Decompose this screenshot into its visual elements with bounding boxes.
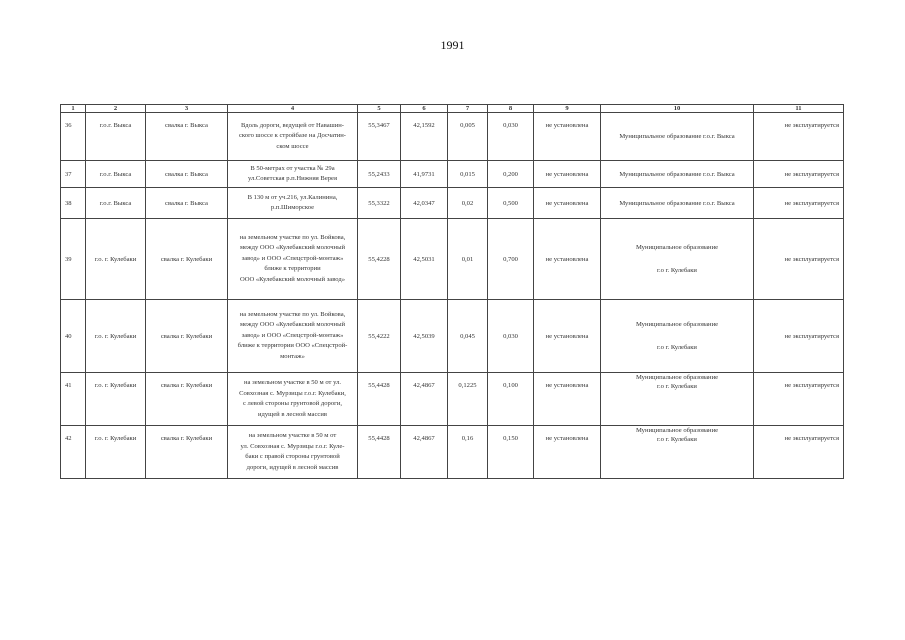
cell-site: свалка г. Выкса [146, 188, 228, 219]
cell-lat: 55,2433 [358, 161, 401, 188]
cell-line: Вдоль дороги, ведущей от Навашин- [241, 121, 344, 129]
cell-zone: не установлена [534, 113, 601, 161]
cell-status: не эксплуатируется [754, 300, 844, 373]
cell-zone: не установлена [534, 219, 601, 300]
cell-lon: 42,5039 [401, 300, 448, 373]
cell-site: свалка г. Выкса [146, 161, 228, 188]
cell-owner [601, 161, 754, 188]
table-row [61, 426, 844, 479]
cell-loc [228, 300, 358, 373]
cell-line: г.о г. Кулебаки [657, 267, 697, 274]
cell-site: свалка г. Кулебаки [146, 426, 228, 479]
cell-line: завод» и ООО «Спецстрой-монтаж» [241, 331, 344, 339]
cell-lat: 55,3467 [358, 113, 401, 161]
column-header: 7 [448, 105, 488, 113]
cell-lat: 55,4222 [358, 300, 401, 373]
cell-area: 0,01 [448, 219, 488, 300]
cell-line: на земельном участке по ул. Войкова, [239, 310, 346, 318]
cell-loc [228, 161, 358, 188]
cell-line: Муниципальное образование г.о.г. Выкса [619, 170, 735, 178]
cell-site: свалка г. Выкса [146, 113, 228, 161]
column-header: 4 [228, 105, 358, 113]
cell-loc [228, 426, 358, 479]
cell-lon: 42,4867 [401, 426, 448, 479]
cell-line: В 50-метрах от участка № 29а [250, 164, 335, 172]
table-row [61, 161, 844, 188]
column-header: 5 [358, 105, 401, 113]
cell-n: 40 [61, 300, 86, 373]
table-row [61, 373, 844, 426]
cell-area: 0,16 [448, 426, 488, 479]
cell-lat: 55,4228 [358, 219, 401, 300]
cell-owner [601, 426, 754, 479]
table-row [61, 219, 844, 300]
cell-lat: 55,4428 [358, 373, 401, 426]
cell-line: Муниципальное образование [635, 374, 719, 381]
column-header: 2 [86, 105, 146, 113]
cell-status: не эксплуатируется [754, 188, 844, 219]
cell-n: 41 [61, 373, 86, 426]
cell-status: не эксплуатируется [754, 426, 844, 479]
cell-line: г.о г. Кулебаки [657, 383, 697, 390]
cell-line: ул.Советская р.п.Нижняя Верея [247, 175, 338, 182]
cell-line: ООО «Кулебакский молочный завод» [239, 275, 346, 283]
cell-n: 42 [61, 426, 86, 479]
cell-vol: 0,030 [488, 300, 534, 373]
table-row [61, 113, 844, 161]
cell-line: на земельном участке по ул. Войкова, [239, 233, 346, 241]
cell-owner [601, 300, 754, 373]
cell-line: Муниципальное образование г.о.г. Выкса [619, 133, 735, 140]
cell-line: Муниципальное образование г.о.г. Выкса [619, 199, 735, 207]
cell-line: между ООО «Кулебакский молочный [239, 244, 346, 252]
cell-line: на земельном участке в 50 м от [248, 432, 337, 439]
cell-line: Муниципальное образование [635, 244, 719, 251]
cell-line: р.п.Шиморское [270, 204, 315, 211]
cell-zone: не установлена [534, 373, 601, 426]
cell-city: г.о. г. Кулебаки [86, 373, 146, 426]
cell-lon: 42,0347 [401, 188, 448, 219]
cell-line: г.о г. Кулебаки [657, 436, 697, 443]
cell-owner [601, 113, 754, 161]
cell-line: ского шоссе к стройбазе на Досчатин- [238, 132, 346, 140]
cell-loc [228, 113, 358, 161]
cell-line: Муниципальное образование [635, 427, 719, 434]
cell-lat: 55,4428 [358, 426, 401, 479]
cell-line: на земельном участке в 50 м от ул. [243, 379, 342, 386]
table-row [61, 300, 844, 373]
cell-line: ском шоссе [276, 142, 309, 150]
cell-zone: не установлена [534, 426, 601, 479]
cell-site: свалка г. Кулебаки [146, 219, 228, 300]
cell-n: 39 [61, 219, 86, 300]
cell-city: г.о. г. Кулебаки [86, 300, 146, 373]
column-header: 6 [401, 105, 448, 113]
cell-loc [228, 188, 358, 219]
cell-status: не эксплуатируется [754, 373, 844, 426]
cell-line: монтаж» [280, 352, 305, 360]
cell-city: г.о.г. Выкса [86, 188, 146, 219]
cell-owner [601, 373, 754, 426]
cell-lat: 55,3322 [358, 188, 401, 219]
cell-lon: 42,4867 [401, 373, 448, 426]
cell-status: не эксплуатируется [754, 113, 844, 161]
cell-area: 0,045 [448, 300, 488, 373]
cell-site: свалка г. Кулебаки [146, 373, 228, 426]
cell-city: г.о. г. Кулебаки [86, 426, 146, 479]
cell-city: г.о.г. Выкса [86, 161, 146, 188]
cell-vol: 0,150 [488, 426, 534, 479]
cell-vol: 0,030 [488, 113, 534, 161]
cell-line: завод» и ООО «Спецстрой-монтаж» [241, 254, 344, 262]
cell-vol: 0,100 [488, 373, 534, 426]
cell-site: свалка г. Кулебаки [146, 300, 228, 373]
cell-line: дороги, идущей в лесной массив [246, 463, 339, 471]
column-header: 9 [534, 105, 601, 113]
page-number: 1991 [440, 38, 465, 52]
cell-vol: 0,700 [488, 219, 534, 300]
cell-n: 38 [61, 188, 86, 219]
cell-vol: 0,500 [488, 188, 534, 219]
landfill-table [60, 104, 844, 479]
cell-line: идущей в лесной массив [258, 410, 327, 418]
cell-area: 0,005 [448, 113, 488, 161]
cell-owner [601, 188, 754, 219]
cell-city: г.о.г. Выкса [86, 113, 146, 161]
column-header: 1 [61, 105, 86, 113]
cell-line: Муниципальное образование [635, 321, 719, 328]
column-header: 3 [146, 105, 228, 113]
cell-status: не эксплуатируется [754, 161, 844, 188]
cell-line: ул. Совхозная с. Мурзицы г.о.г. Куле- [240, 442, 345, 450]
cell-line: с левой стороны грунтовой дороги, [242, 400, 343, 407]
cell-owner [601, 219, 754, 300]
cell-zone: не установлена [534, 300, 601, 373]
cell-line: г.о г. Кулебаки [657, 344, 697, 351]
cell-loc [228, 373, 358, 426]
cell-line: между ООО «Кулебакский молочный [239, 321, 346, 329]
cell-line: баки с правой стороны грунтовой [245, 453, 340, 460]
column-header: 8 [488, 105, 534, 113]
cell-line: ближе к территории ООО «Спецстрой- [237, 342, 348, 350]
cell-city: г.о. г. Кулебаки [86, 219, 146, 300]
cell-lon: 42,5031 [401, 219, 448, 300]
header-row [61, 105, 844, 113]
column-header: 10 [601, 105, 754, 113]
cell-line: В 130 м от уч.216, ул.Калинина, [247, 193, 338, 201]
cell-lon: 41,9731 [401, 161, 448, 188]
column-header: 11 [754, 105, 844, 113]
cell-n: 37 [61, 161, 86, 188]
cell-n: 36 [61, 113, 86, 161]
cell-area: 0,015 [448, 161, 488, 188]
cell-zone: не установлена [534, 161, 601, 188]
cell-area: 0,1225 [448, 373, 488, 426]
cell-lon: 42,1592 [401, 113, 448, 161]
cell-line: ближе к территории [264, 265, 321, 273]
cell-area: 0,02 [448, 188, 488, 219]
cell-zone: не установлена [534, 188, 601, 219]
cell-loc [228, 219, 358, 300]
cell-status: не эксплуатируется [754, 219, 844, 300]
cell-line: Совхозная с. Мурзицы г.о.г. Кулебаки, [239, 389, 346, 397]
table-row [61, 188, 844, 219]
cell-vol: 0,200 [488, 161, 534, 188]
